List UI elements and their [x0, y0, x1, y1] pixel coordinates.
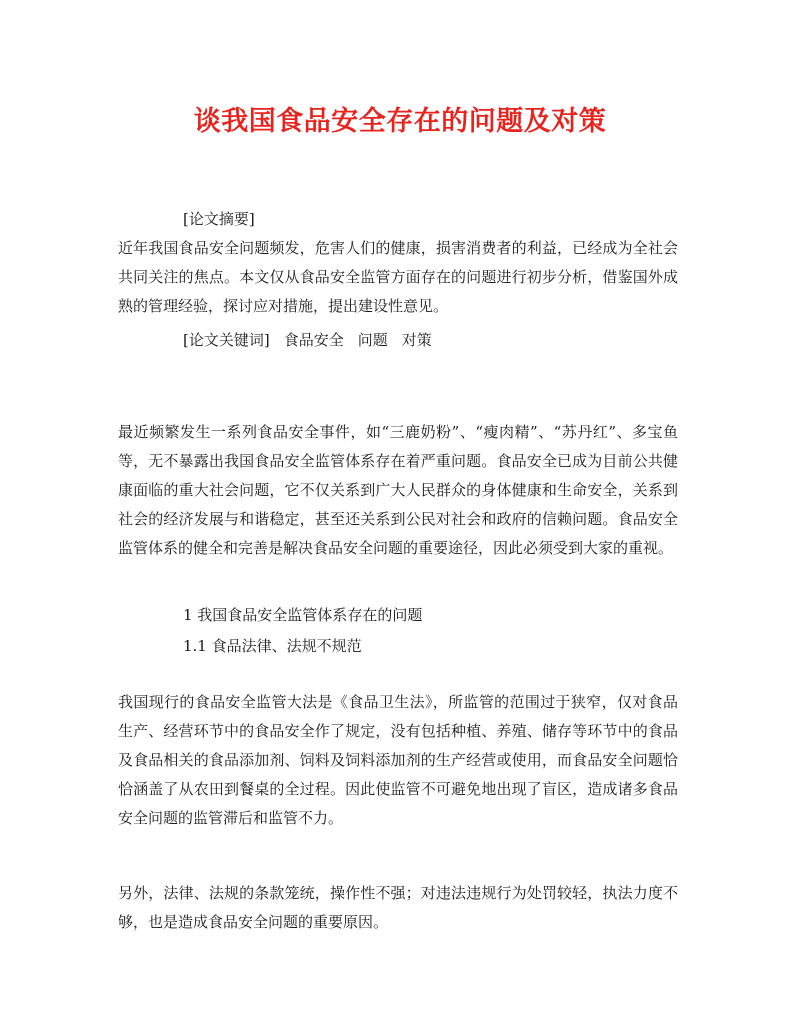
keywords-line: [183, 326, 446, 355]
abstract-label: [论文摘要]: [183, 210, 255, 228]
section-heading-1-1: 1.1 食品法律、法规不规范: [183, 637, 362, 655]
keyword-item: 问题: [357, 331, 388, 349]
keyword-item: 食品安全: [283, 331, 344, 349]
keyword-item: 对策: [401, 331, 432, 349]
body-paragraph: 我国现行的食品安全监管大法是《食品卫生法》，所监管的范围过于狭窄，仅对食品生产、经营环节中的食品安全作了规定，没有包括种植、养殖、储存等环节中的食品及食品相关的食品添加剂、饲料及饲料添加剂的生产经营或使用，而食品安全问题恰恰涵盖了从农田到餐桌的全过程。因此使监管不可避免地出现了盲区，造成诸多食品安全问题的监管滞后和监管不力。: [118, 693, 678, 827]
keywords-label: [论文关键词]: [183, 331, 270, 349]
page-title: 谈我国食品安全存在的问题及对策: [193, 106, 607, 137]
body-paragraph: 另外，法律、法规的条款笼统，操作性不强；对违法违规行为处罚较轻，执法力度不够，也是造成食品安全问题的重要原因。: [118, 884, 678, 931]
abstract-text: 近年我国食品安全问题频发，危害人们的健康，损害消费者的利益，已经成为全社会共同关注的焦点。本文仅从食品安全监管方面存在的问题进行初步分析，借鉴国外成熟的管理经验，探讨应对措施，提出建设性意见。: [118, 239, 678, 315]
section-heading-1: 1 我国食品安全监管体系存在的问题: [183, 606, 423, 624]
intro-paragraph: 最近频繁发生一系列食品安全事件，如“三鹿奶粉”、“瘦肉精”、“苏丹红”、多宝鱼等，无不暴露出我国食品安全监管体系存在着严重问题。食品安全已成为目前公共健康面临的重大社会问题，它不仅关系到广大人民群众的身体健康和生命安全，关系到社会的经济发展与和谐稳定，甚至还关系到公民对社会和政府的信赖问题。食品安全监管体系的健全和完善是解决食品安全问题的重要途径，因此必须受到大家的重视。: [118, 423, 678, 557]
